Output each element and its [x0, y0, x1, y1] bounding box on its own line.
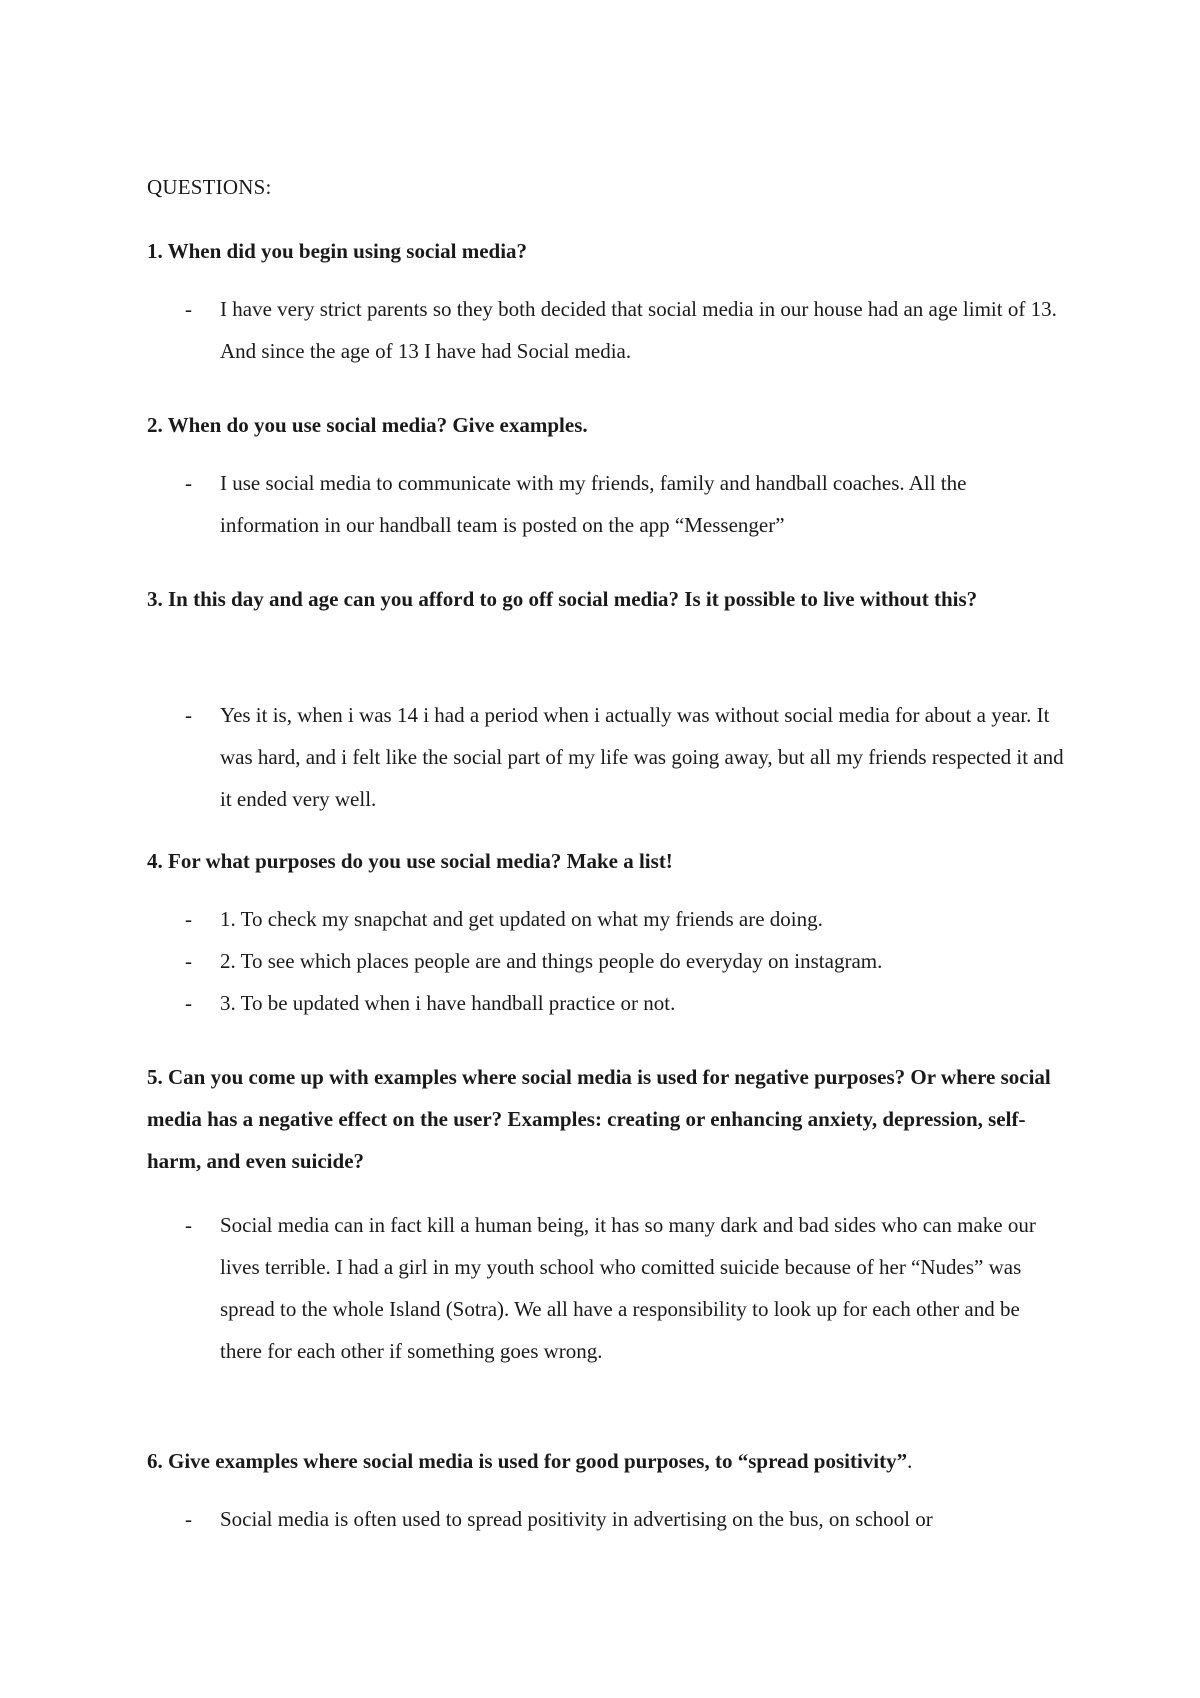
bullet-dash: -: [185, 471, 192, 495]
bullet-dash: -: [185, 907, 192, 931]
answer-2: I use social media to communicate with my friends, family and handball coaches. All the information in our handball team is posted on the app “Messenger”: [220, 471, 967, 537]
document-heading: QUESTIONS:: [147, 175, 272, 199]
bullet-dash: -: [185, 1507, 192, 1531]
question-1: 1. When did you begin using social media?: [147, 239, 528, 263]
answer-3: Yes it is, when i was 14 i had a period when i actually was without social media for about a year. It was hard, and i felt like the social part of my life was going away, but all my friends respected it and it ended very well.: [220, 703, 1064, 811]
question-6: [147, 1440, 1067, 1482]
bullet-dash: -: [185, 1213, 192, 1237]
bullet-dash: -: [185, 703, 192, 727]
bullet-dash: -: [185, 297, 192, 321]
list-item: 1. To check my snapchat and get updated on what my friends are doing.: [220, 907, 823, 931]
question-5: 5. Can you come up with examples where social media is used for negative purposes? Or where social media has a negative effect on the user? Examples: creating or enhancing anxiety, depression, self-harm, and even suicide?: [147, 1065, 1051, 1173]
question-3: 3. In this day and age can you afford to go off social media? Is it possible to live without this?: [147, 587, 978, 611]
question-6-period: .: [907, 1449, 913, 1473]
list-item: 2. To see which places people are and things people do everyday on instagram.: [220, 949, 883, 973]
answer-5: Social media can in fact kill a human being, it has so many dark and bad sides who can make our lives terrible. I had a girl in my youth school who comitted suicide because of her “Nudes” was spread to the whole Island (Sotra). We all have a responsibility to look up for each other and be there for each other if something goes wrong.: [220, 1213, 1036, 1363]
question-4: 4. For what purposes do you use social media? Make a list!: [147, 849, 673, 873]
bullet-dash: -: [185, 949, 192, 973]
question-2: 2. When do you use social media? Give examples.: [147, 413, 588, 437]
list-item: 3. To be updated when i have handball practice or not.: [220, 991, 676, 1015]
answer-6: Social media is often used to spread positivity in advertising on the bus, on school or: [220, 1507, 933, 1531]
bullet-dash: -: [185, 991, 192, 1015]
question-6-text: 6. Give examples where social media is used for good purposes, to “spread positivity”: [147, 1449, 908, 1473]
answer-1: I have very strict parents so they both decided that social media in our house had an age limit of 13. And since the age of 13 I have had Social media.: [220, 297, 1057, 363]
